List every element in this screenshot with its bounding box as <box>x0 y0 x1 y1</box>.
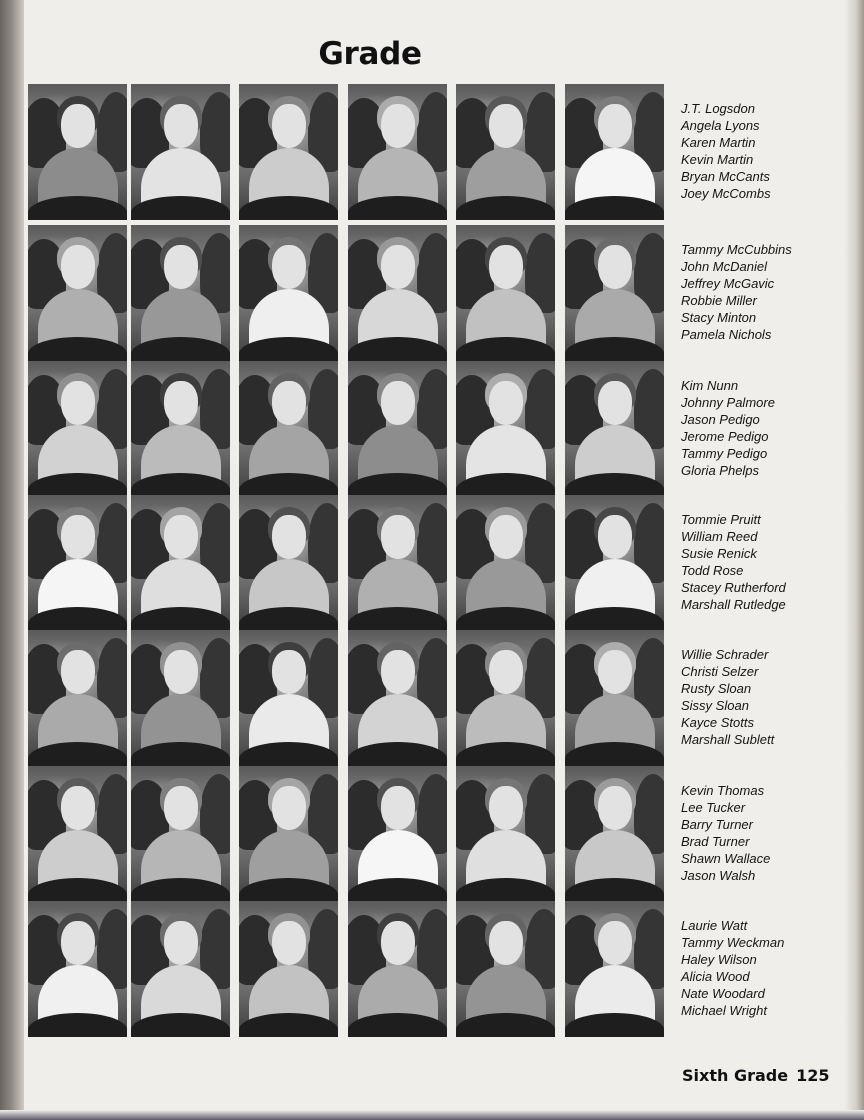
student-name: Kevin Martin <box>681 152 754 167</box>
student-portrait-photo <box>239 495 338 631</box>
student-name: Marshall Rutledge <box>681 597 786 612</box>
portrait-face <box>598 921 632 965</box>
student-portrait-photo <box>131 766 230 902</box>
student-name: Jason Walsh <box>681 868 756 883</box>
student-name: Laurie Watt <box>681 918 748 933</box>
student-name-list <box>681 782 831 884</box>
portrait-face <box>272 650 306 694</box>
portrait-face <box>489 515 523 559</box>
student-name: Michael Wright <box>681 1003 767 1018</box>
student-name-list <box>681 241 831 343</box>
student-portrait-photo <box>456 361 555 497</box>
student-portrait-photo <box>348 901 447 1037</box>
portrait-face <box>489 921 523 965</box>
student-portrait-photo <box>239 361 338 497</box>
student-portrait-photo <box>131 84 230 220</box>
student-name: Joey McCombs <box>681 186 771 201</box>
portrait-face <box>61 245 95 289</box>
student-portrait-photo <box>456 84 555 220</box>
student-name-list <box>681 100 831 202</box>
portrait-face <box>272 786 306 830</box>
student-portrait-photo <box>131 630 230 766</box>
student-portrait-photo <box>565 225 664 361</box>
student-name: Jason Pedigo <box>681 412 760 427</box>
student-portrait-photo <box>239 630 338 766</box>
portrait-face <box>272 245 306 289</box>
student-name: Lee Tucker <box>681 800 746 815</box>
student-portrait-photo <box>239 901 338 1037</box>
portrait-face <box>164 245 198 289</box>
student-name: Stacy Minton <box>681 310 757 325</box>
student-name: John McDaniel <box>681 259 767 274</box>
student-name: Christi Selzer <box>681 664 759 679</box>
student-name: Tommie Pruitt <box>681 512 761 527</box>
student-name-list <box>681 511 831 613</box>
student-name: Haley Wilson <box>681 952 757 967</box>
student-name: Kim Nunn <box>681 378 739 393</box>
student-portrait-photo <box>565 901 664 1037</box>
portrait-face <box>598 245 632 289</box>
student-name: Jeffrey McGavic <box>681 276 775 291</box>
student-name: Marshall Sublett <box>681 732 775 747</box>
portrait-face <box>598 786 632 830</box>
portrait-face <box>272 515 306 559</box>
student-portrait-photo <box>28 495 127 631</box>
student-portrait-photo <box>131 361 230 497</box>
portrait-face <box>598 650 632 694</box>
student-name: Jerome Pedigo <box>681 429 769 444</box>
student-portrait-photo <box>348 84 447 220</box>
portrait-face <box>164 104 198 148</box>
student-name: Barry Turner <box>681 817 753 832</box>
student-name: Todd Rose <box>681 563 744 578</box>
student-name: Alicia Wood <box>681 969 750 984</box>
student-name: Bryan McCants <box>681 169 770 184</box>
footer-section-label: Sixth Grade <box>682 1066 789 1085</box>
student-portrait-photo <box>28 361 127 497</box>
portrait-face <box>164 515 198 559</box>
student-name: Tammy Pedigo <box>681 446 768 461</box>
student-portrait-photo <box>348 495 447 631</box>
student-name: Rusty Sloan <box>681 681 752 696</box>
student-portrait-photo <box>456 630 555 766</box>
portrait-face <box>61 921 95 965</box>
portrait-face <box>272 921 306 965</box>
portrait-face <box>381 381 415 425</box>
student-name: Susie Renick <box>681 546 757 561</box>
student-portrait-photo <box>28 84 127 220</box>
student-portrait-photo <box>28 630 127 766</box>
student-portrait-photo <box>565 766 664 902</box>
student-name: Sissy Sloan <box>681 698 749 713</box>
portrait-face <box>61 515 95 559</box>
portrait-face <box>381 245 415 289</box>
student-name: Kayce Stotts <box>681 715 754 730</box>
student-portrait-photo <box>565 361 664 497</box>
portrait-face <box>61 104 95 148</box>
student-name: Tammy McCubbins <box>681 242 792 257</box>
portrait-face <box>598 104 632 148</box>
portrait-face <box>598 381 632 425</box>
footer-page-number: 125 <box>796 1066 830 1085</box>
student-portrait-photo <box>456 225 555 361</box>
student-name: J.T. Logsdon <box>681 101 755 116</box>
student-name: Nate Woodard <box>681 986 765 1001</box>
student-name: Gloria Phelps <box>681 463 760 478</box>
portrait-face <box>381 650 415 694</box>
student-portrait-photo <box>348 225 447 361</box>
student-portrait-photo <box>456 495 555 631</box>
portrait-face <box>489 104 523 148</box>
portrait-face <box>381 104 415 148</box>
portrait-face <box>164 650 198 694</box>
portrait-face <box>489 786 523 830</box>
student-name: Pamela Nichols <box>681 327 772 342</box>
student-portrait-photo <box>456 901 555 1037</box>
student-name: William Reed <box>681 529 758 544</box>
portrait-face <box>61 381 95 425</box>
portrait-face <box>381 515 415 559</box>
page-edge-shadow <box>844 0 864 1120</box>
student-name: Brad Turner <box>681 834 750 849</box>
portrait-face <box>164 381 198 425</box>
portrait-face <box>381 921 415 965</box>
student-name: Willie Schrader <box>681 647 769 662</box>
student-portrait-photo <box>239 225 338 361</box>
page-footer <box>682 1066 837 1085</box>
student-portrait-photo <box>348 361 447 497</box>
student-portrait-photo <box>131 901 230 1037</box>
student-name-list <box>681 377 831 479</box>
student-portrait-photo <box>239 766 338 902</box>
student-name: Kevin Thomas <box>681 783 765 798</box>
student-portrait-photo <box>565 84 664 220</box>
portrait-face <box>272 104 306 148</box>
student-portrait-photo <box>348 630 447 766</box>
page-bottom-shadow <box>0 1110 864 1120</box>
student-portrait-photo <box>131 225 230 361</box>
student-portrait-photo <box>131 495 230 631</box>
student-portrait-photo <box>565 630 664 766</box>
student-portrait-photo <box>348 766 447 902</box>
student-name: Robbie Miller <box>681 293 757 308</box>
student-name: Shawn Wallace <box>681 851 771 866</box>
student-name: Angela Lyons <box>681 118 760 133</box>
student-portrait-photo <box>456 766 555 902</box>
student-name-list <box>681 917 831 1019</box>
student-portrait-photo <box>28 766 127 902</box>
student-portrait-photo <box>28 901 127 1037</box>
book-binding-shadow <box>0 0 24 1120</box>
page-title: Grade <box>318 36 422 72</box>
student-portrait-photo <box>565 495 664 631</box>
portrait-face <box>61 650 95 694</box>
portrait-face <box>598 515 632 559</box>
portrait-face <box>164 921 198 965</box>
student-portrait-photo <box>239 84 338 220</box>
portrait-face <box>272 381 306 425</box>
student-portrait-photo <box>28 225 127 361</box>
portrait-face <box>61 786 95 830</box>
student-name: Stacey Rutherford <box>681 580 786 595</box>
student-name-list <box>681 646 831 748</box>
portrait-face <box>381 786 415 830</box>
student-name: Tammy Weckman <box>681 935 785 950</box>
student-name: Karen Martin <box>681 135 756 150</box>
portrait-face <box>489 381 523 425</box>
portrait-face <box>489 650 523 694</box>
portrait-face <box>489 245 523 289</box>
student-name: Johnny Palmore <box>681 395 775 410</box>
portrait-face <box>164 786 198 830</box>
